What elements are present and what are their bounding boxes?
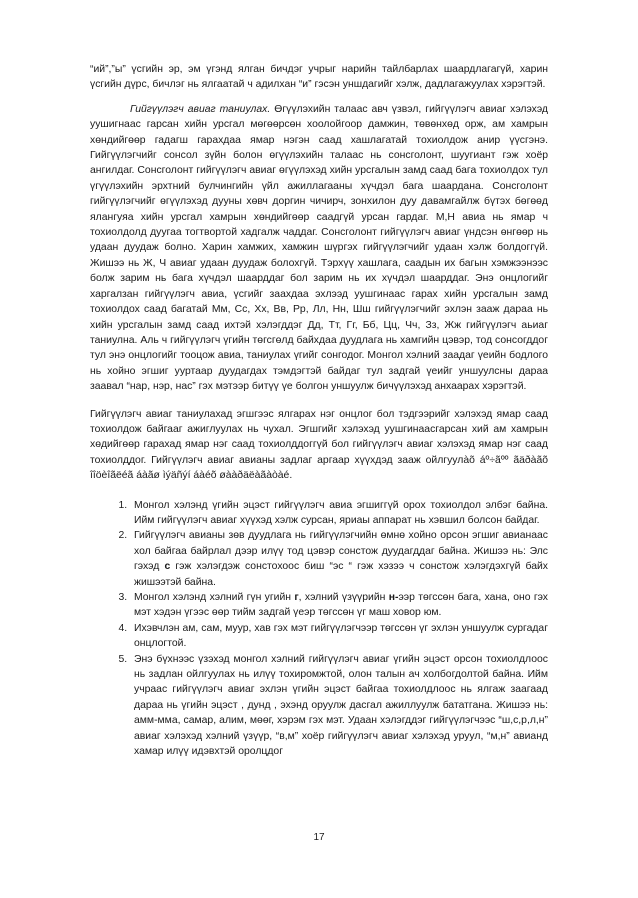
numbered-list <box>90 498 548 760</box>
page-number: 17 <box>313 832 325 843</box>
bold-letter: н- <box>388 592 399 603</box>
bold-letter: с <box>164 561 171 573</box>
bold-letter: г <box>294 592 299 603</box>
paragraph-consonants <box>90 102 548 395</box>
paragraph-consonants-text: Өгүүлэхийн талаас авч үзвэл, гийгүүлэгч авиаг хэлэхэд уушигнаас гарсан хийн урсгал мөгөөрсөн хоолойгоор дамжин, төвөнхөд орж, ам хамрын хөндийгөөр гадагш гарахдаа ямар нэгэн саад хашлагатай тохиолдож анир үүсгэнэ. Гийгүүлэгчийг сонсол зүйн болон өгүүлэхийн талаас нь сонсголонт, шуугиант гэж хоёр ангилдаг. Сонсголонт гийгүүлэгч авиаг өгүүлэхэд хийн урсгалын замд саад бага тохиолдох тул үгүүлэхийн эрхтний булчингийн үйл ажиллагааны хүчдэл бага шаардана. Сонсголонт гийгүүлэгчийг өгүүлэхэд дууны хөвч доргин чичирч, зонхилон дуу давамгайлж бүтэх бөгөөд ялангуяа хийн урсгал хамрын хөндийгөөр саадгүй урсан гардаг. М,Н авиа нь ямар ч тохиолдолд дуугаа тогтвортой хадгалж чаддаг. Сонсголонт гийгүүлэгч авиаг үндсэн өнгөөр нь удаан дуудаж болно. Харин хамжих, хамжин шүргэх гийгүүлэгчийг удаан хэлж болдоггүй. Жишээ нь Ж, Ч авиаг удаан дуудаж болохгүй. Тэрхүү хашлага, саадын их багын хэмжээнээс болж зарим нь бага хүчдэл шаарддаг бол зарим нь их хүчдэл шаарддаг. Энэ онцлогийг харгалзан гийгүүлэгч авиа, үсгийг заахдаа эхлээд уушгинаас гарах хийн урсгалын замд тохиолдох саад багатай Мм, Сс, Хх, Вв, Рр, Лл, Нн, Шш гийгүүлэгчийг эхлэн зааж дараа нь хийн урсгалын замд саад ихтэй хэлэгддэг Дд, Тт, Гг, Бб, Цц, Чч, Зз, Жж гийгүүлэгч аьиаг таниулна. Аль ч гийгүүлэгч үгийн төгсгөлд байхдаа дуудлага нь хамгийн цэвэр, тод сонсогддог тул энэ онцлогийг тооцож авиа, таниулах үгийг сонгодог. Монгол хэлний заадаг үеийн бодлого нь хойно эгшиг ууртаар дуудагдах тэмдэгтэй байдаг тул задгай үеийг уншуулсны дараа заавал “нар, нэр, нас” гэх мэтээр битүү үе болгон уншуулж бичүүлэхэд анхаарах хэрэгтэй. <box>90 103 548 393</box>
list-item: 3. Монгол хэлэнд хэлний гүн угийн г, хэлний үзүүрийн н-ээр төгссөн бага, хана, оно гэх мэт хэдэн үгээс өөр тийм задгай үеэр төгссөн үг маш ховор юм. <box>130 590 548 621</box>
list-item: 5. Энэ бүхнээс үзэхэд монгол хэлний гийгүүлэгч авиаг үгийн эцэст орсон тохиолдлоос нь задлан ойлгуулах нь илүү тохиромжтой, олон талын ач холбогдолтой байна. Ийм учраас гийгүүлэгч авиаг эхлэн үгийн эцэст байгаа тохиолдлоос нь ялгаж заагаад дараа нь үгийн эцэст , дунд , эхэнд оруулж дасгал ажиллуулж бататгана. Жишээ нь: амм-мма, самар, алим, мөөг, хэрэм гэх мэт. Удаан хэлэгддэг гийгүүлэгчээс “ш,с,р,л,н” авиаг хэлэхэд хэлний үзүүр, “в,м” хоёр гийгүүлэгч авиаг хэлэхэд уруул, “м,н” авианд хамар илүү идэвхтэй оролцдог <box>130 652 548 760</box>
paragraph-consonant-recognition: Гийгүүлэгч авиаг таниулахад эгшгээс ялгарах нэг онцлог бол тэдгээрийг хэлэхэд ямар саад тохиолдож байгааг ажиглуулах нь чухал. Эгшгийг хэлэхэд уушгинаасгарсан хий ам хамрын хөдийгөөр гарахад ямар нэг саад тохиолддоггүй бол гийгүүлэгч авиаг хэлэхэд ямар нэг саад тохиолддог. Гийгүүлэгч авиаг авианы задлаг аргаар хүүхдэд зааж ойлгуулàõ áº÷ãºº ãäðàãõ îîöèîãëéã áàãø ìýäñýí áàéõ øààðäëàãàòàé. <box>90 408 548 482</box>
list-item: 2. Гийгүүлэгч авианы зөв дуудлага нь гийгүүлэгчийн өмнө хойно орсон эгшиг авианаас хол байгаа байрлал дээр илүү тод цэвэр сонстож дуудагддаг байна. Жишээ нь: Элс гэхэд с гэж хэлэгдэж сонстохоос биш “эс “ гэж хэзээ ч сонстож хэлэгдэхгүй байх жишээтэй байна. <box>130 528 548 590</box>
list-item: 1. Монгол хэлэнд үгийн эцэст гийгүүлэгч авиа эгшиггүй орох тохиолдол элбэг байна. Ийм гийгүүлэгч авиаг хүүхэд хэлж сурсан, яриаы аппарат нь хэвшил болсон байдаг. <box>130 498 548 529</box>
section-title: Гийгүүлэгч авиаг таниулах. <box>130 103 271 115</box>
paragraph-intro: “ий”,”ы” үсгийн эр, эм үгэнд ялган бичдэг учрыг нарийн тайлбарлах шаардлагагүй, харин үсгийн дүрс, бичлэг нь ялгаатай ч адилхан “и” гэсэн уншдагийг хэлж, дадлагажуулах хэрэгтэй. <box>90 64 548 91</box>
document-page <box>90 62 548 759</box>
list-item: 4. Ихэвчлэн ам, сам, муур, хав гэх мэт гийгүүлэгчээр төгссөн үг эхлэн уншуулж сургадаг онцлогтой. <box>130 621 548 652</box>
